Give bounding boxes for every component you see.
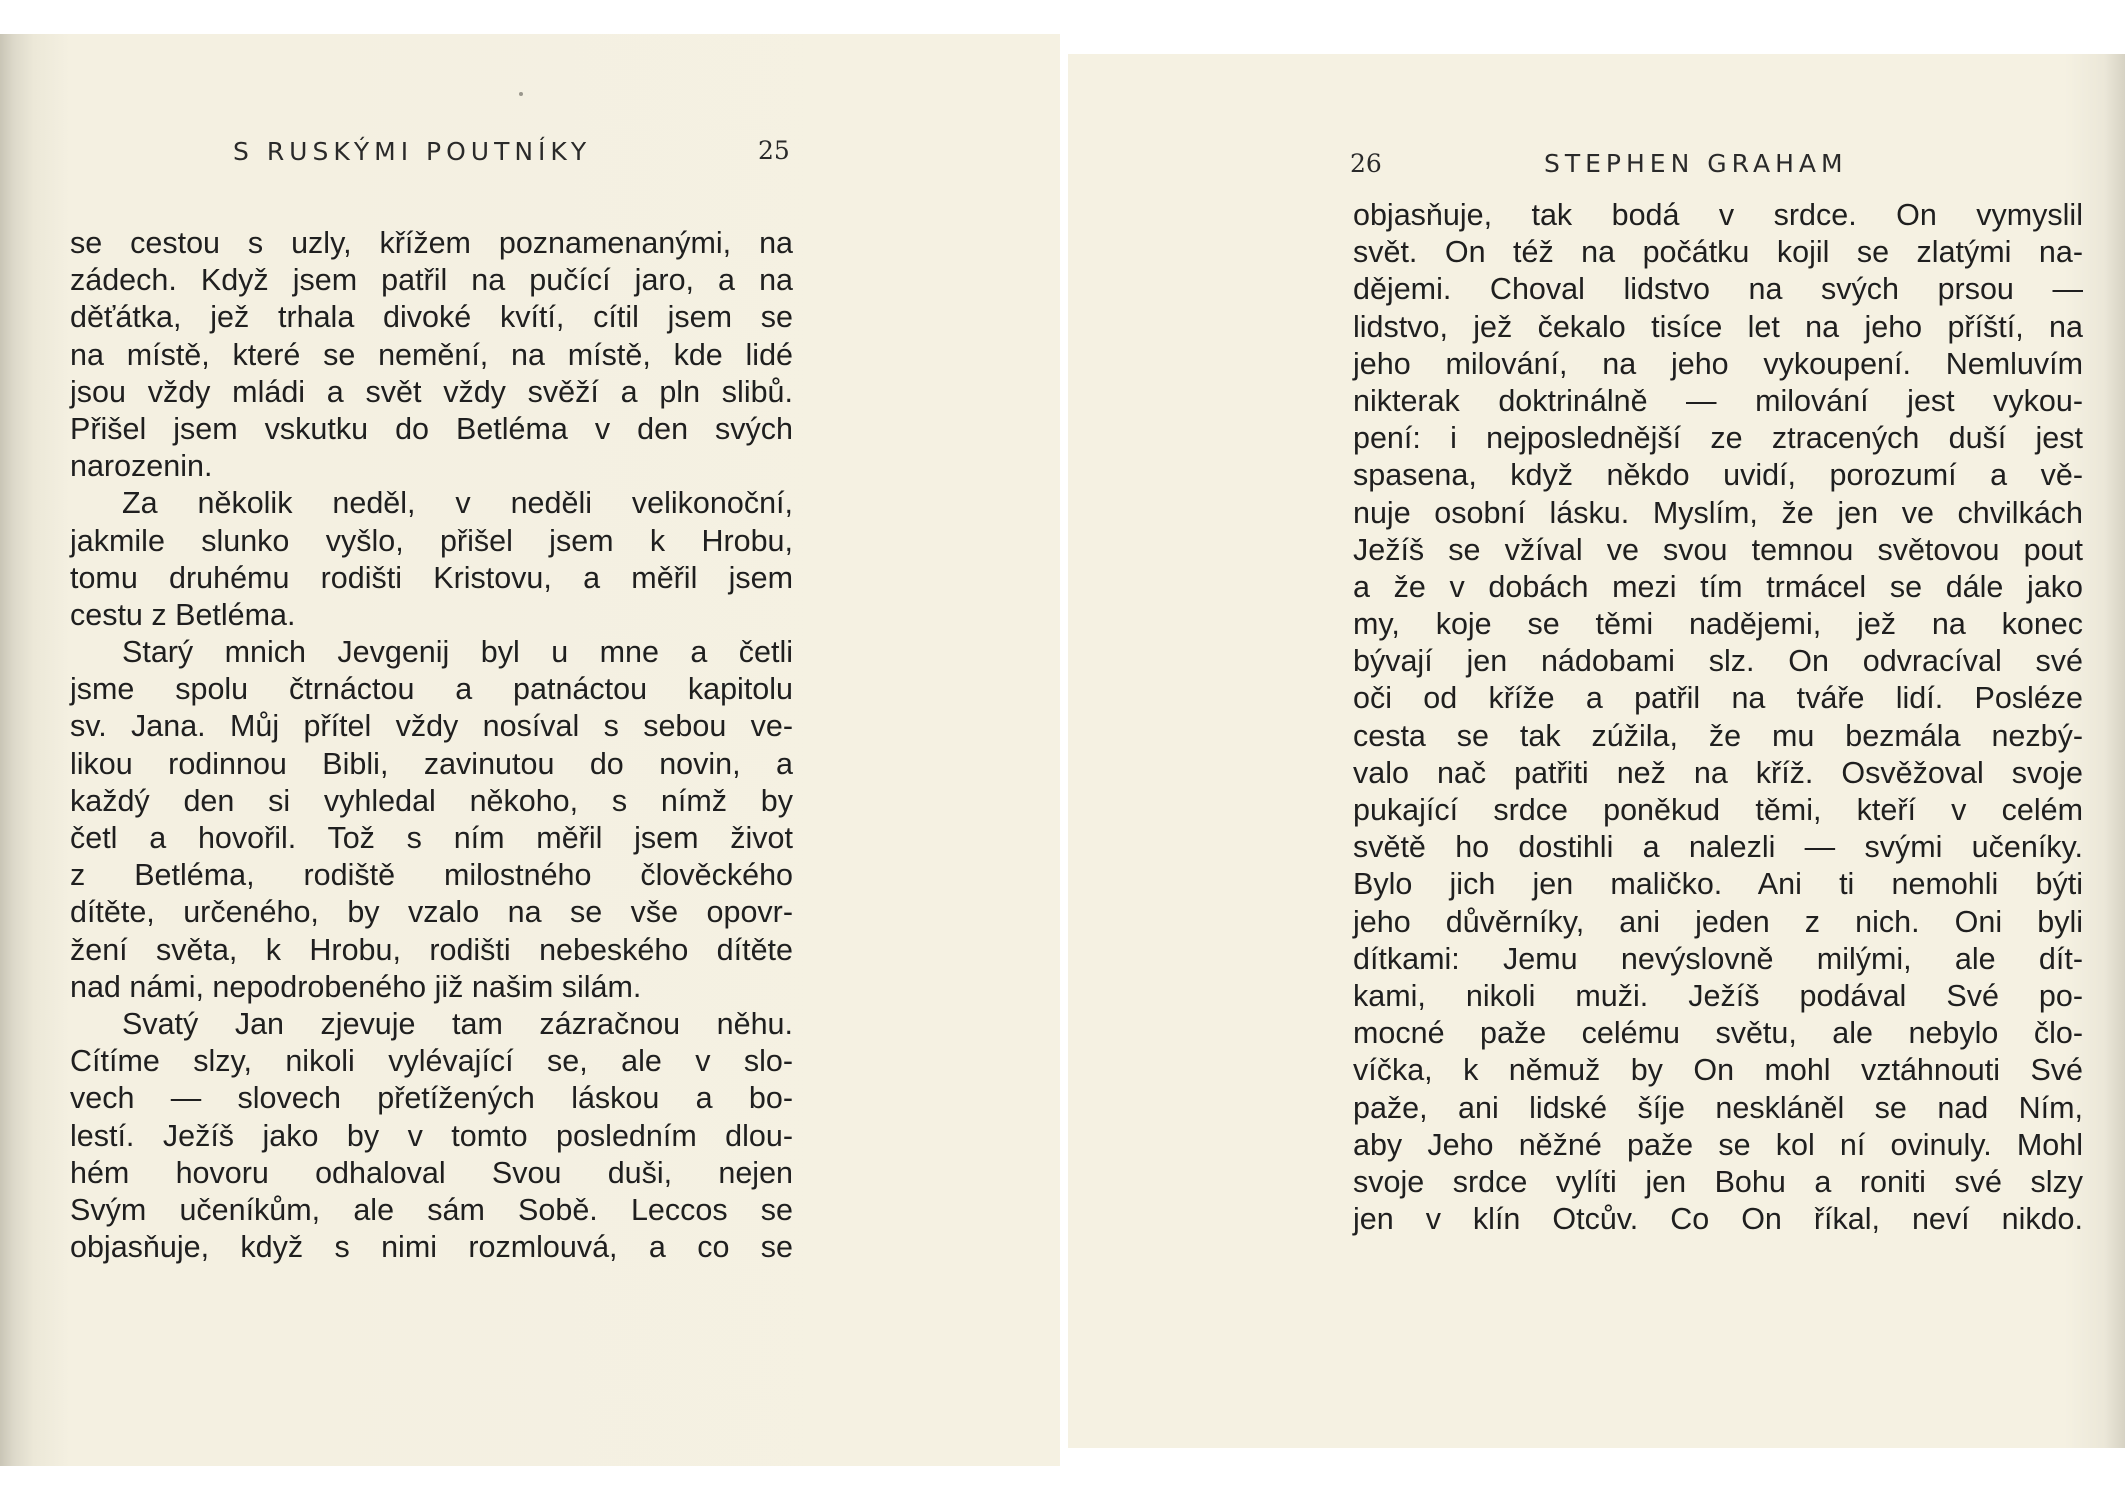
text-line: oči od kříže a patřil na tváře lidí. Posléze (1353, 681, 2083, 716)
body-text (70, 225, 793, 1266)
text-line: pukající srdce poněkud těmi, kteří v celém (1353, 793, 2083, 827)
text-line: četl a hovořil. Tož s ním měřil jsem život (70, 821, 793, 855)
text-line: mocné paže celému světu, ale nebylo člo- (1353, 1016, 2083, 1051)
text-line: narozenin. (70, 449, 213, 484)
text-line: nad námi, nepodrobeného již našim silám. (70, 969, 642, 1004)
body-text (1353, 197, 2083, 1238)
text-line: likou rodinnou Bibli, zavinutou do novin, a (70, 746, 793, 781)
text-line: cestu z Betléma. (70, 597, 296, 632)
text-line: nikterak doktrinálně — milování jest vykou- (1353, 383, 2083, 418)
text-line: svět. On též na počátku kojil se zlatými na- (1353, 235, 2083, 270)
text-line: jeho milování, na jeho vykoupení. Nemluvím (1353, 346, 2083, 381)
text-line: děťátka, jež trhala divoké kvítí, cítil jsem se (70, 300, 793, 335)
text-line: na místě, které se nemění, na místě, kde lidé (70, 337, 793, 372)
text-line: Cítíme slzy, nikoli vylévající se, ale v slo- (70, 1044, 793, 1079)
paper-speck (519, 92, 523, 96)
text-line: jsou vždy mládi a svět vždy svěží a pln slibů. (70, 374, 793, 409)
left-page (0, 34, 1060, 1466)
text-line: dítkami: Jemu nevýslovně milými, ale dít- (1353, 941, 2083, 976)
text-line: valo nač patřiti než na kříž. Osvěžoval svoje (1353, 755, 2083, 790)
text-line: zádech. Když jsem patřil na pučící jaro, a na (70, 263, 793, 298)
text-line: spasena, když někdo uvidí, porozumí a vě- (1353, 458, 2083, 493)
text-line: vech — slovech přetížených láskou a bo- (70, 1081, 793, 1116)
text-line: Svatý Jan zjevuje tam zázračnou něhu. (122, 1006, 793, 1041)
running-head: S RUSKÝMI POUTNÍKY (233, 137, 592, 166)
text-line: paže, ani lidské šíje neskláněl se nad Ním, (1353, 1090, 2083, 1125)
text-line: tomu druhému rodišti Kristovu, a měřil jsem (70, 560, 793, 595)
text-line: my, koje se těmi nadějemi, jež na konec (1353, 607, 2083, 642)
right-page (1068, 54, 2125, 1448)
text-line: světě ho dostihli a nalezli — svými učeníky. (1353, 830, 2083, 865)
text-line: lestí. Ježíš jako by v tomto posledním dlou- (70, 1118, 793, 1153)
text-line: Za několik neděl, v neděli velikonoční, (122, 486, 793, 521)
text-line: lidstvo, jež čekalo tisíce let na jeho příští, na (1353, 309, 2083, 344)
text-line: jsme spolu čtrnáctou a patnáctou kapitolu (70, 672, 793, 707)
text-line: jen v klín Otcův. Co On říkal, neví nikdo. (1353, 1202, 2083, 1237)
text-line: nuje osobní lásku. Myslím, že jen ve chvilkách (1353, 495, 2083, 530)
page-number: 25 (758, 136, 790, 165)
text-line: a že v dobách mezi tím trmácel se dále jako (1353, 569, 2083, 604)
text-line: objasňuje, tak bodá v srdce. On vymyslil (1353, 198, 2083, 232)
page-number: 26 (1350, 149, 1382, 178)
text-line: aby Jeho něžné paže se kol ní ovinuly. Mohl (1353, 1127, 2083, 1162)
text-line: z Betléma, rodiště milostného člověckého (70, 858, 793, 893)
text-line: Starý mnich Jevgenij byl u mne a četli (122, 635, 793, 670)
text-line: Přišel jsem vskutku do Betléma v den svých (70, 411, 793, 446)
text-line: každý den si vyhledal někoho, s nímž by (70, 783, 793, 818)
running-head: STEPHEN GRAHAM (1544, 149, 1848, 178)
text-line: jakmile slunko vyšlo, přišel jsem k Hrobu, (70, 523, 793, 558)
text-line: sv. Jana. Můj přítel vždy nosíval s sebou ve- (70, 709, 793, 744)
text-line: kami, nikoli muži. Ježíš podával Své po- (1353, 978, 2083, 1013)
text-line: cesta se tak zúžila, že mu bezmála nezbý- (1353, 718, 2083, 753)
text-line: dítěte, určeného, by vzalo na se vše opovr- (70, 895, 793, 930)
text-line: se cestou s uzly, křížem poznamenanými, na (70, 226, 793, 260)
text-line: svoje srdce vylíti jen Bohu a roniti své slzy (1353, 1164, 2083, 1199)
text-line: dějemi. Choval lidstvo na svých prsou — (1353, 272, 2083, 307)
text-line: Svým učeníkům, ale sám Sobě. Leccos se (70, 1192, 793, 1227)
text-line: pení: i nejposlednější ze ztracených duší jest (1353, 421, 2083, 456)
text-line: žení světa, k Hrobu, rodišti nebeského dítěte (70, 932, 793, 967)
text-line: víčka, k němuž by On mohl vztáhnouti Své (1353, 1053, 2083, 1088)
text-line: jeho důvěrníky, ani jeden z nich. Oni byli (1353, 904, 2083, 939)
text-line: Bylo jich jen maličko. Ani ti nemohli býti (1353, 867, 2083, 902)
text-line: bývají jen nádobami slz. On odvracíval své (1353, 644, 2083, 679)
text-line: Ježíš se vžíval ve svou temnou světovou pout (1353, 532, 2083, 567)
text-line: objasňuje, když s nimi rozmlouvá, a co se (70, 1230, 793, 1265)
text-line: hém hovoru odhaloval Svou duši, nejen (70, 1155, 793, 1190)
